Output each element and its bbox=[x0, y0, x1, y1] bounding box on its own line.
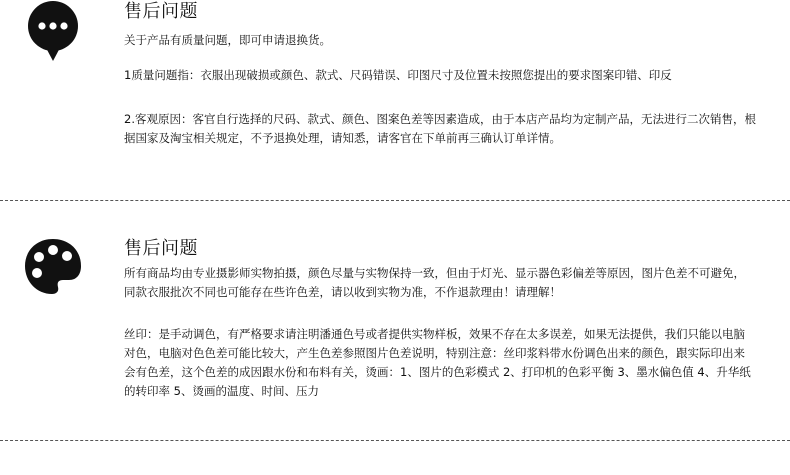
section-title: 售后问题 bbox=[124, 238, 198, 259]
section-divider bbox=[0, 440, 790, 441]
palette-icon bbox=[22, 236, 84, 298]
objective-reason-text: 2.客观原因：客官自行选择的尺码、款式、颜色、图案色差等因素造成，由于本店产品均为定制产品，无法进行二次销售，根据国家及淘宝相关规定，不予退换处理，请知悉，请客官在下单前再三确认订单详情。 bbox=[124, 112, 756, 145]
intro-text: 关于产品有质量问题，即可申请退换货。 bbox=[124, 33, 331, 47]
screen-print-text: 丝印：是手动调色，有严格要求请注明潘通色号或者提供实物样板，效果不存在太多误差，如果无法提供，我们只能以电脑对色，电脑对色色差可能比较大，产生色差参照图片色差说明，特别注意：丝印浆料带水份调色出来的颜色，跟实际印出来会有色差，这个色差的成因跟水份和布料有关，烫画：1、图片的色彩模式 2、打印机的色彩平衡 3、墨水偏色值 4、升华纸的转印率 5、烫画的温度、时间、压力 bbox=[124, 327, 751, 398]
quality-issue-text: 1质量问题指：衣服出现破损或颜色、款式、尺码错误、印图尺寸及位置未按照您提出的要求图案印错、印反 bbox=[124, 68, 672, 82]
section-title: 售后问题 bbox=[124, 1, 198, 22]
color-difference-text: 所有商品均由专业摄影师实物拍摄，颜色尽量与实物保持一致，但由于灯光、显示器色彩偏差等原因，图片色差不可避免，同款衣服批次不同也可能存在些许色差，请以收到实物为准，不作退款理由！请理解！ bbox=[124, 266, 745, 299]
